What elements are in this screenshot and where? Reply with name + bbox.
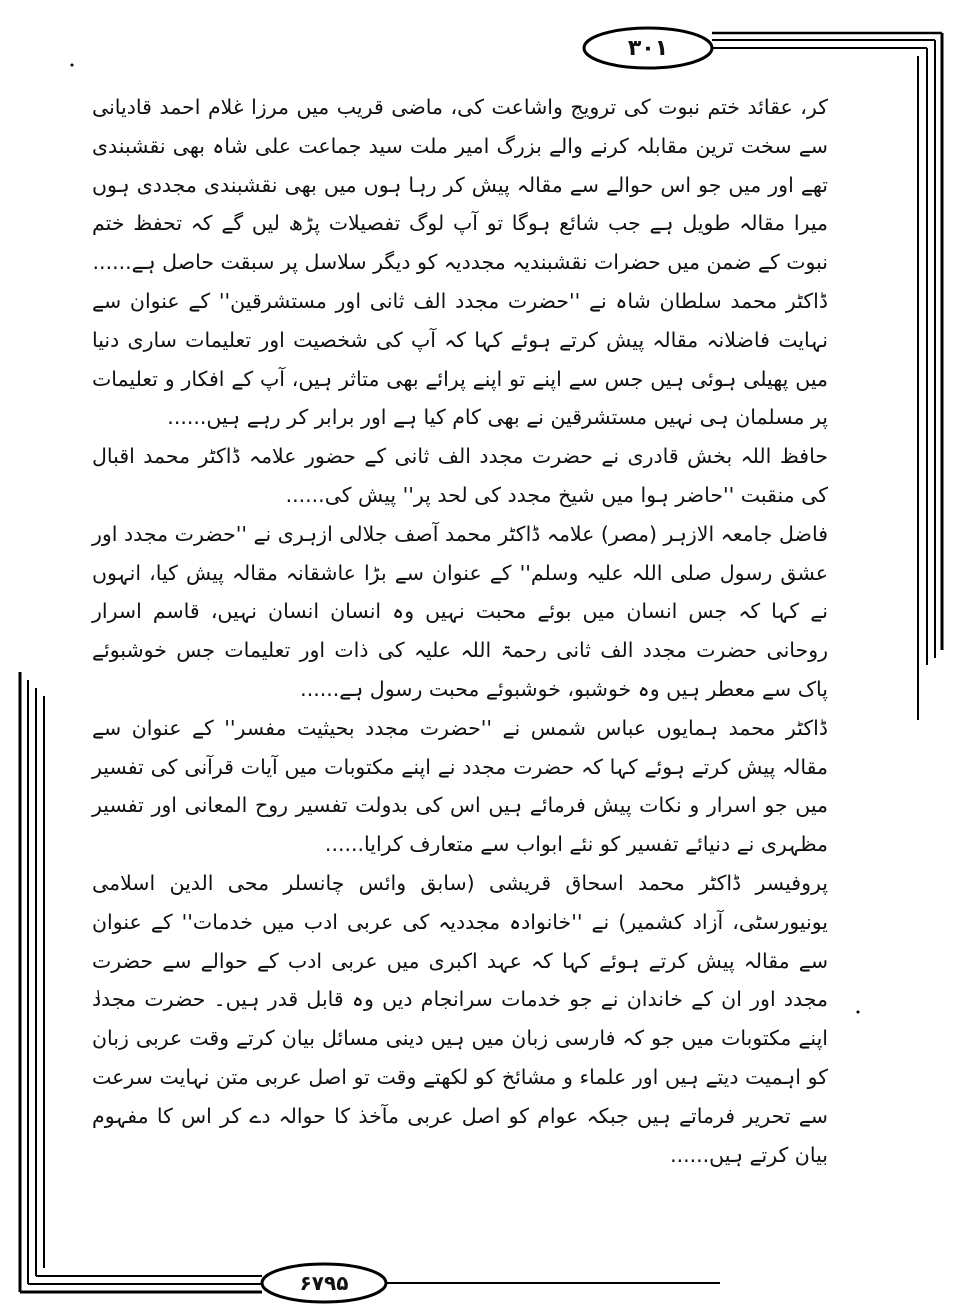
book-page-number: ۶۷۹۵ xyxy=(299,1271,349,1295)
body-text xyxy=(92,88,828,1174)
paragraph: ڈاکٹر محمد ہمایوں عباس شمس نے ''حضرت مجدد بحیثیت مفسر'' کے عنوان سے مقالہ پیش کرتے ہوئے کہا کہ حضرت مجدد نے اپنے مکتوبات میں آیات قرآنی کی تفسیر میں جو اسرار و نکات پیش فرمائے ہیں اس کی بدولت تفسیر روح المعانی اور تفسیر مظہری نے دنیائے تفسیر کو نئے ابواب سے متعارف کرایا...... xyxy=(92,715,828,857)
page-number: ۳۰۱ xyxy=(627,35,669,61)
paragraph: حافظ اللہ بخش قادری نے حضرت مجدد الف ثانی کے حضور علامہ ڈاکٹر محمد اقبال کی منقبت ''حاضر ہوا میں شیخ مجدد کی لحد پر'' پیش کی...... xyxy=(92,444,828,507)
paragraph: فاضل جامعہ الازہر (مصر) علامہ ڈاکٹر محمد آصف جلالی ازہری نے ''حضرت مجدد اور عشق رسول صلی اللہ علیہ وسلم'' کے عنوان سے بڑا عاشقانہ مقالہ پیش کیا، انہوں نے کہا کہ جس انسان میں بوئے محبت نہیں وہ انسان انسان نہیں، قاسم اسرار روحانی حضرت مجدد الف ثانی رحمۃ اللہ علیہ کی ذات اور تعلیمات جس خوشبوئے پاک سے معطر ہیں وہ خوشبو، خوشبوئے محبت رسول ہے...... xyxy=(92,521,828,701)
paragraph: پروفیسر ڈاکٹر محمد اسحاق قریشی (سابق وائس چانسلر محی الدین اسلامی یونیورسٹی، آزاد کشمیر) نے ''خانوادہ مجددیہ کی عربی ادب میں خدمات'' کے عنوان سے مقالہ پیش کرتے ہوئے کہا کہ عہد اکبری میں عربی ادب کے حوالے سے حضرت مجدد اور ان کے خاندان نے جو خدمات سرانجام دیں وہ قابل قدر ہیں۔ حضرت مجدد اپنے مکتوبات میں جو کہ فارسی زبان میں ہیں دینی مسائل بیان کرتے وقت عربی زبان کو اہمیت دیتے ہیں اور علماء و مشائخ کو لکھتے وقت تو اصل عربی متن نہایت سرعت سے تحریر فرماتے ہیں جبکہ عوام کو اصل عربی مآخذ کا حوالہ دے کر اس کا مفہوم بیان کرتے ہیں...... xyxy=(92,870,828,1167)
paragraph: ڈاکٹر محمد سلطان شاہ نے ''حضرت مجدد الف ثانی اور مستشرقین'' کے عنوان سے نہایت فاضلانہ مقالہ پیش کرتے ہوئے کہا کہ آپ کی شخصیت اور تعلیمات ساری دنیا میں پھیلی ہوئی ہیں جس سے اپنے تو اپنے پرائے بھی متاثر ہیں، آپ کے افکار و تعلیمات پر مسلمان ہی نہیں مستشرقین نے بھی کام کیا ہے اور برابر کر رہے ہیں...... xyxy=(92,288,828,430)
paragraph: کر، عقائد ختم نبوت کی ترویج واشاعت کی، ماضی قریب میں مرزا غلام احمد قادیانی سے سخت ترین مقابلہ کرنے والے بزرگ امیر ملت سید جماعت علی شاہ بھی نقشبندی تھے اور میں جو اس حوالے سے مقالہ پیش کر رہا ہوں میں بھی نقشبندی مجددی ہوں میرا مقالہ طویل ہے جب شائع ہوگا تو آپ لوگ تفصیلات پڑھ لیں گے کہ تحفظ ختم نبوت کے ضمن میں حضرات نقشبندیہ مجددیہ کو دیگر سلاسل پر سبقت حاصل ہے...... xyxy=(92,95,828,275)
